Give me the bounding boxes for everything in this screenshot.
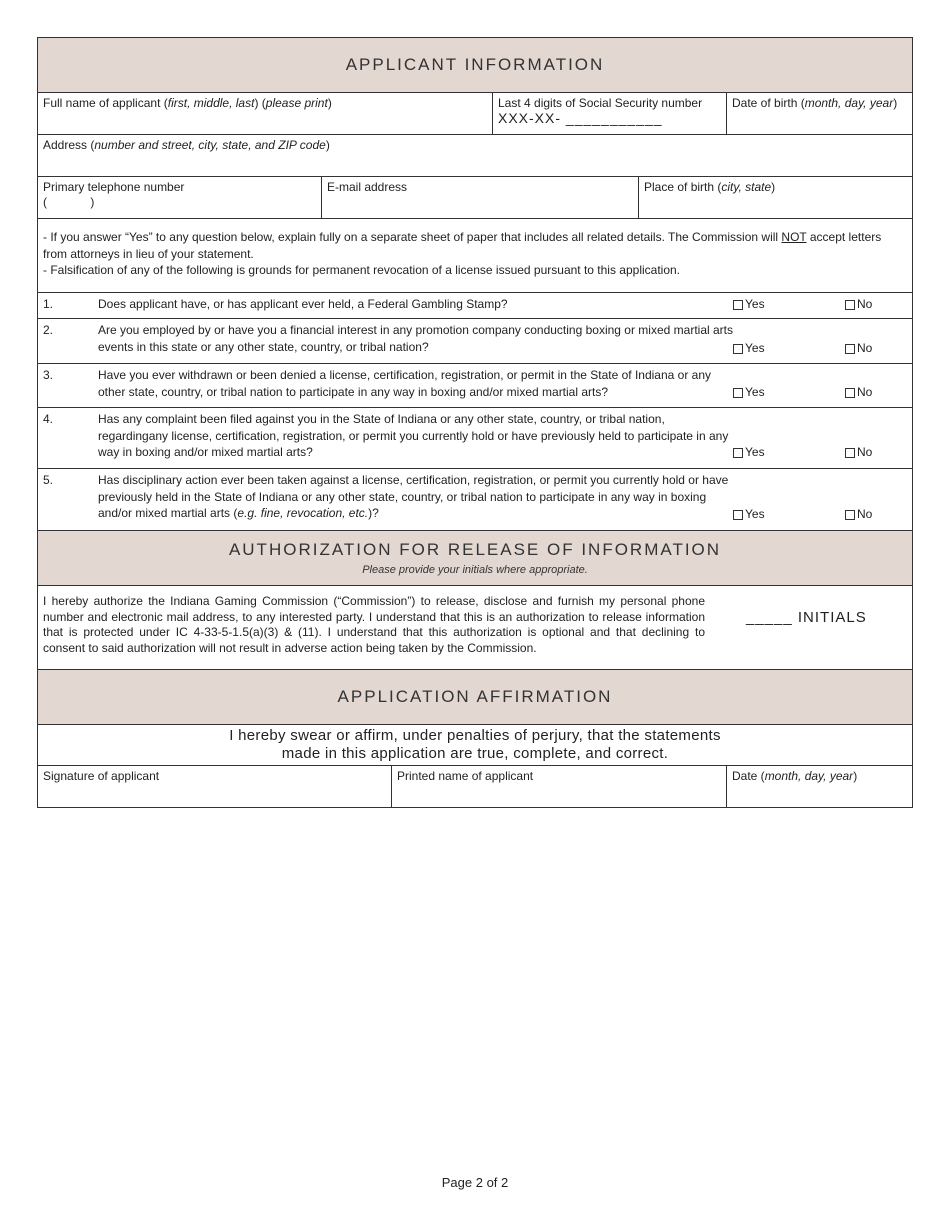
signature-field[interactable] (38, 766, 392, 807)
signature-row (37, 766, 913, 808)
section-header-affirmation (37, 670, 913, 725)
question-3 (37, 364, 913, 408)
page-number: Page 2 of 2 (441, 1175, 509, 1190)
question-number: 2. (43, 323, 54, 337)
affirmation-line-1: I hereby swear or affirm, under penalties of perjury, that the statements (229, 727, 721, 744)
no-option[interactable]: No (845, 506, 872, 523)
instruction-line-2: - Falsification of any of the following is grounds for permanent revocation of a license issued pursuant to this application. (43, 263, 681, 277)
no-option[interactable]: No (845, 444, 872, 461)
yes-option[interactable]: Yes (733, 384, 765, 401)
no-option[interactable]: No (845, 340, 872, 357)
ssn-label: Last 4 digits of Social Security number (498, 96, 703, 110)
question-4 (37, 408, 913, 469)
question-1 (37, 293, 913, 319)
question-2 (37, 319, 913, 364)
yes-option[interactable]: Yes (733, 506, 765, 523)
question-number: 1. (43, 297, 54, 311)
address-field[interactable]: Address (number and street, city, state, and ZIP code) (43, 138, 330, 152)
initials-field[interactable]: _____ INITIALS (746, 609, 867, 626)
instruction-line-1: - If you answer “Yes” to any question below, explain fully on a separate sheet of paper that includes all related details. The Commission will NOT accept letters from attorneys in lieu of your statement. (43, 230, 882, 261)
question-text: Does applicant have, or has applicant ever held, a Federal Gambling Stamp? (98, 297, 508, 311)
checkbox-icon[interactable] (733, 388, 743, 398)
dob-field[interactable]: Date of birth (month, day, year) (732, 96, 898, 110)
section-header-applicant-info (37, 37, 913, 93)
place-of-birth-field[interactable]: Place of birth (city, state) (644, 180, 776, 194)
checkbox-icon[interactable] (733, 510, 743, 520)
yes-option[interactable]: Yes (733, 444, 765, 461)
name-row (37, 93, 913, 135)
phone-label: Primary telephone number (43, 180, 185, 194)
section-subtitle: Please provide your initials where appropriate. (362, 564, 588, 576)
contact-row (37, 177, 913, 219)
checkbox-icon[interactable] (845, 510, 855, 520)
date-field[interactable]: Date (month, day, year) (732, 769, 858, 783)
not-emphasis: NOT (781, 230, 807, 244)
no-option[interactable]: No (845, 384, 872, 401)
signature-label: Signature of applicant (43, 769, 160, 783)
checkbox-icon[interactable] (845, 448, 855, 458)
no-option[interactable]: No (845, 296, 872, 313)
email-field[interactable] (322, 177, 639, 218)
question-text: Are you employed by or have you a financial interest in any promotion company conducting boxing or mixed martial arts events in this state or any other state, country, or tribal nation? (98, 323, 733, 354)
yes-option[interactable]: Yes (733, 340, 765, 357)
question-5 (37, 469, 913, 531)
section-header-authorization (37, 531, 913, 586)
ssn-field[interactable] (493, 93, 727, 134)
instructions (37, 219, 913, 293)
question-text: Have you ever withdrawn or been denied a license, certification, registration, or permit in the State of Indiana or any other state, country, or tribal nation to participate in any way in boxing and/or mixed martial arts? (98, 368, 712, 399)
application-form (37, 37, 913, 808)
question-number: 5. (43, 473, 54, 487)
section-title: APPLICATION AFFIRMATION (337, 687, 613, 706)
printed-name-label: Printed name of applicant (397, 769, 534, 783)
checkbox-icon[interactable] (845, 344, 855, 354)
question-number: 3. (43, 368, 54, 382)
question-text: Has disciplinary action ever been taken against a license, certification, registration, or permit you currently hold or have previously held in the State of Indiana or any other state, country, or tribal nation to participate in any way in boxing and/or mixed martial arts (e.g. fine, revocation, etc.)? (98, 473, 729, 520)
affirmation-statement (37, 725, 913, 766)
phone-value: ( ) (43, 195, 95, 209)
authorization-block (37, 586, 913, 670)
question-text: Has any complaint been filed against you in the State of Indiana or any other state, country, or tribal nation, regardingany license, certification, registration, or permit you currently hold or have previously held to participate in any way in boxing and/or mixed martial arts? (98, 412, 729, 459)
checkbox-icon[interactable] (733, 300, 743, 310)
full-name-field[interactable]: Full name of applicant (first, middle, last) (please print) (38, 93, 493, 134)
phone-field[interactable] (38, 177, 322, 218)
address-row (37, 135, 913, 177)
ssn-value: XXX-XX- ___________ (498, 110, 663, 126)
checkbox-icon[interactable] (733, 344, 743, 354)
checkbox-icon[interactable] (845, 388, 855, 398)
affirmation-line-2: made in this application are true, complete, and correct. (281, 745, 669, 762)
printed-name-field[interactable] (392, 766, 727, 807)
section-title: APPLICANT INFORMATION (345, 55, 605, 74)
email-label: E-mail address (327, 180, 408, 194)
authorization-text: I hereby authorize the Indiana Gaming Commission (“Commission”) to release, disclose and furnish my personal phone number and electronic mail address, to any interested party. I understand that this is an authorization to release information that is protected under IC 4-33-5-1.5(a)(3) & (11). I understand that this authorization is optional and that declining to consent to said authorization will not result in adverse action being taken by the Commission. (43, 594, 705, 655)
section-title: AUTHORIZATION FOR RELEASE OF INFORMATION (228, 540, 722, 559)
question-number: 4. (43, 412, 54, 426)
checkbox-icon[interactable] (845, 300, 855, 310)
yes-option[interactable]: Yes (733, 296, 765, 313)
checkbox-icon[interactable] (733, 448, 743, 458)
